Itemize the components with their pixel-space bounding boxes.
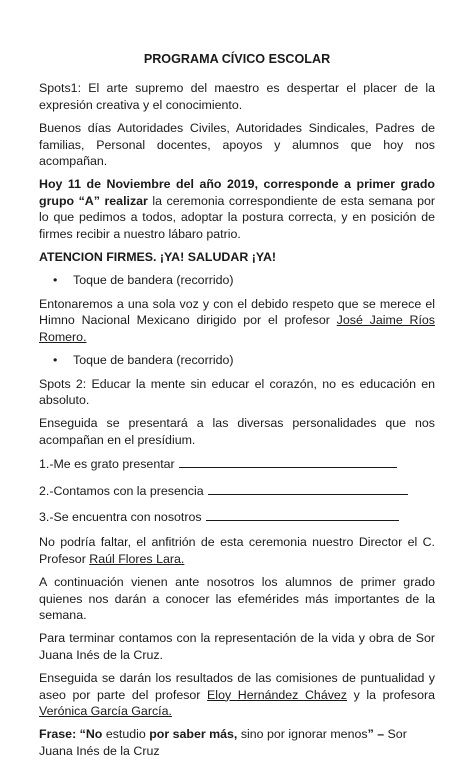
presentation-label-2: 2.-Contamos con la presencia (39, 483, 204, 498)
quote-paragraph (39, 726, 435, 759)
presentation-line-3 (39, 508, 435, 525)
document-title: PROGRAMA CÍVICO ESCOLAR (143, 52, 331, 66)
presentation-label-3: 3.-Se encuentra con nosotros (39, 509, 202, 524)
spot-2: Spots 2: Educar la mente sin educar el corazón, no es educación en absoluto. (39, 376, 435, 407)
results-name-1: Eloy Hernández Chávez (207, 687, 347, 702)
bullet-item-2 (39, 352, 435, 368)
presentation-line-2 (39, 482, 435, 499)
results-name-2: Verónica García García. (39, 704, 172, 718)
director-name: Raúl Flores Lara. (89, 551, 185, 566)
bullet-icon: • (53, 353, 58, 368)
anthem-teacher-name: José Jaime Ríos Romero. (39, 313, 435, 344)
intro-rest: la ceremonia correspondiente de esta semana por lo que pedimos a todos, adoptar la postura correcta, y en posición de firmes recibir a nuestro lábaro patrio. (39, 193, 435, 241)
intro-bold: Hoy 11 de Noviembre del año 2019, corresponde a primer grado grupo “A” realizar (39, 177, 435, 208)
fill-in-blank-3 (206, 508, 399, 521)
results-text-2: y la profesora (347, 687, 435, 702)
quote-author: Sor Juana Inés de la Cruz (39, 727, 407, 758)
attention-command: ATENCION FIRMES. ¡YA! SALUDAR ¡YA! (39, 250, 277, 265)
director-text: No podría faltar, el anfitrión de esta ceremonia nuestro Director el C. Profesor (39, 535, 435, 566)
results-text-1: Enseguida se darán los resultados de las comisiones de puntualidad y aseo por parte del profesor (39, 671, 435, 702)
greeting-paragraph: Buenos días Autoridades Civiles, Autoridades Sindicales, Padres de familias, Personal docentes, apoyos y alumnos que hoy nos acompañan. (39, 121, 435, 169)
quote-part-5: ” – (367, 727, 385, 742)
anthem-paragraph (39, 296, 435, 345)
quote-part-4: sino por ignorar menos (240, 727, 368, 742)
fill-in-blank-1 (179, 455, 397, 468)
director-paragraph (39, 534, 435, 567)
anthem-text: Entonaremos a una sola voz y con el debido respeto que se merece el Himno Nacional Mexicano dirigido por el profesor (39, 296, 435, 328)
quote-label: Frase (39, 727, 73, 742)
fill-in-blank-2 (208, 482, 408, 495)
quote-part-1: : “No (72, 727, 106, 742)
document-page (39, 51, 435, 766)
quote-part-2: estudio (105, 727, 146, 742)
spot-1: Spots1: El arte supremo del maestro es despertar el placer de la expresión creativa y el conocimiento. (39, 81, 435, 112)
efemerides-paragraph: A continuación vienen ante nosotros los alumnos de primer grado quienes nos darán a conocer las efemérides más importantes de la semana. (39, 575, 435, 622)
presidium-paragraph: Enseguida se presentará a las diversas personalidades que nos acompañan en el presídium. (39, 416, 435, 447)
intro-paragraph (39, 176, 435, 242)
closing-paragraph: Para terminar contamos con la representación de la vida y obra de Sor Juana Inés de la Cruz. (39, 631, 435, 662)
bullet-item-1 (39, 272, 435, 288)
quote-part-3: por saber más, (145, 727, 241, 742)
bullet-text-2: Toque de bandera (recorrido) (73, 353, 234, 368)
presentation-line-1 (39, 455, 435, 472)
bullet-icon: • (53, 273, 58, 288)
presentation-label-1: 1.-Me es grato presentar (39, 457, 175, 472)
bullet-text-1: Toque de bandera (recorrido) (73, 273, 234, 288)
results-paragraph (39, 670, 435, 719)
